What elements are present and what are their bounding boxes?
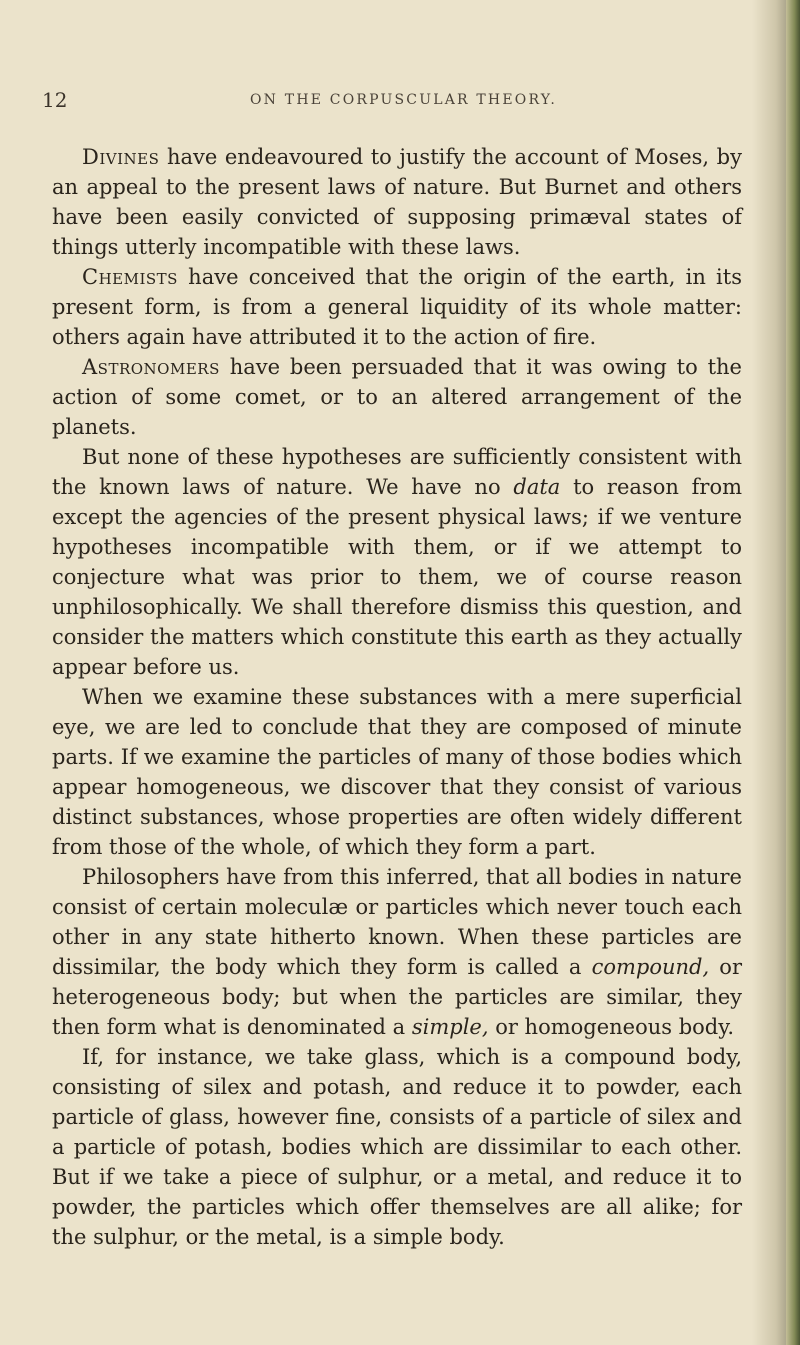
- page-header: [42, 88, 742, 112]
- paragraph-text: or heterogeneous body; but when the particles are similar, they then form what is denominated a: [52, 955, 742, 1039]
- paragraph-text: Philosophers have from this inferred, that all bodies in nature consist of certain moleculæ or particles which never touch each other in any state hitherto known. When these particles are dissimilar, the body which they form is called a: [52, 865, 742, 979]
- lead-word: Chemists: [82, 265, 178, 289]
- paragraph-text: have endeavoured to justify the account of Moses, by an appeal to the present laws of nature. But Burnet and others have been easily convicted of supposing primæval states of things utterly incompatible with these laws.: [52, 145, 742, 259]
- paragraph-philosophers: [52, 862, 742, 1042]
- paragraph-text: have conceived that the origin of the earth, in its present form, is from a general liquidity of its whole matter: others again have attributed it to the action of fire.: [52, 265, 742, 349]
- paragraph-astronomers: [52, 352, 742, 442]
- paragraph-text: But none of these hypotheses are sufficiently consistent with the known laws of nature. We have no: [52, 445, 742, 499]
- italic-term: compound,: [591, 955, 710, 979]
- paragraph-text: have been persuaded that it was owing to the action of some comet, or to an altered arrangement of the planets.: [52, 355, 742, 439]
- body-text: [52, 142, 742, 1252]
- paragraph-divines: [52, 142, 742, 262]
- paragraph-text: When we examine these substances with a mere superficial eye, we are led to conclude that they are composed of minute parts. If we examine the particles of many of those bodies which appear homogeneous, we discover that they consist of various distinct substances, whose properties are often widely different from those of the whole, of which they form a part.: [52, 685, 742, 859]
- lead-word: Astronomers: [82, 355, 220, 379]
- paragraph-text: to reason from except the agencies of the present physical laws; if we venture hypotheses incompatible with them, or if we attempt to conjecture what was prior to them, we of course reason unphilosophically. We shall therefore dismiss this question, and consider the matters which constitute this earth as they actually appear before us.: [52, 475, 743, 679]
- paragraph-examine: [52, 682, 742, 862]
- italic-term: simple,: [411, 1015, 489, 1039]
- page-edge: [786, 0, 800, 1345]
- paragraph-hypotheses: [52, 442, 742, 682]
- page-number: 12: [42, 88, 68, 112]
- paragraph-text: or homogeneous body.: [488, 1015, 734, 1039]
- italic-term: data: [513, 475, 561, 499]
- running-head: ON THE CORPUSCULAR THEORY.: [250, 92, 558, 108]
- lead-word: Divines: [82, 145, 160, 169]
- paragraph-chemists: [52, 262, 742, 352]
- paragraph-glass: [52, 1042, 742, 1252]
- paragraph-text: If, for instance, we take glass, which is a compound body, consisting of silex and potash, and reduce it to powder, each particle of glass, however fine, consists of a particle of silex and a particle of potash, bodies which are dissimilar to each other. But if we take a piece of sulphur, or a metal, and reduce it to powder, the particles which offer themselves are all alike; for the sulphur, or the metal, is a simple body.: [52, 1045, 742, 1249]
